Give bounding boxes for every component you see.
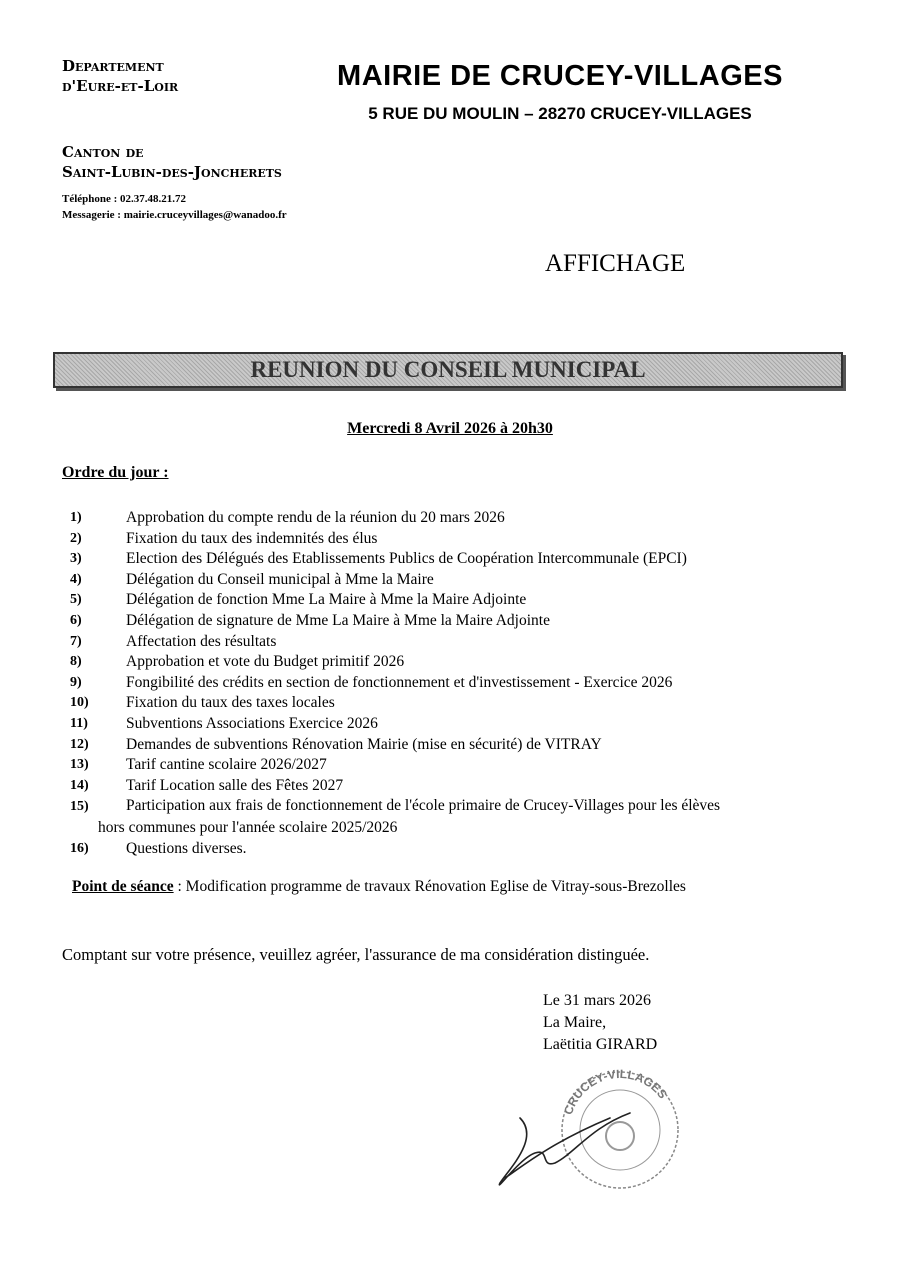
canton-line2: Saint-Lubin-des-Joncherets (62, 163, 282, 181)
agenda-item-number: 5) (70, 592, 82, 608)
agenda-item (70, 590, 840, 611)
agenda-item-text: Fongibilité des crédits en section de fonctionnement et d'investissement - Exercice 2026 (126, 673, 673, 691)
agenda-item-text: Demandes de subventions Rénovation Mairie (mise en sécurité) de VITRAY (126, 735, 602, 753)
stamp-center-emblem (606, 1122, 634, 1150)
agenda-item (70, 508, 840, 529)
signature-date: Le 31 mars 2026 (543, 992, 651, 1009)
agenda-item-text: Délégation de signature de Mme La Maire à Mme la Maire Adjointe (126, 611, 550, 629)
phone-text: Téléphone : 02.37.48.21.72 (62, 193, 187, 205)
email-text: Messagerie : mairie.cruceyvillages@wanadoo.fr (62, 209, 287, 221)
mairie-title: MAIRIE DE CRUCEY-VILLAGES (337, 60, 783, 92)
agenda-item-number: 2) (70, 530, 82, 546)
signature-name: Laëtitia GIRARD (543, 1036, 658, 1053)
agenda-item (70, 652, 840, 673)
agenda-item-number: 6) (70, 612, 82, 628)
agenda-item-text: Délégation de fonction Mme La Maire à Mme la Maire Adjointe (126, 591, 527, 609)
agenda-item-text: Approbation et vote du Budget primitif 2026 (126, 653, 405, 671)
point-de-seance (72, 878, 686, 896)
point-text: : Modification programme de travaux Rénovation Eglise de Vitray-sous-Brezolles (173, 878, 686, 895)
agenda-title: Ordre du jour : (62, 464, 169, 481)
department-line1: Departement (62, 57, 164, 75)
agenda-item-continuation: hors communes pour l'année scolaire 2025/2026 (98, 818, 398, 836)
agenda-item-text: Participation aux frais de fonctionnement de l'école primaire de Crucey-Villages pour les élèves (126, 797, 721, 815)
agenda-item (70, 839, 840, 860)
agenda-item (70, 796, 840, 838)
agenda-item (70, 735, 840, 756)
agenda-item-number: 15) (70, 799, 89, 815)
agenda-item-text: Délégation du Conseil municipal à Mme la Maire (126, 570, 434, 588)
agenda-item-number: 3) (70, 551, 82, 567)
point-label: Point de séance (72, 878, 174, 895)
agenda-item-text: Questions diverses. (126, 839, 247, 857)
agenda-item-number: 14) (70, 777, 89, 793)
agenda-item (70, 714, 840, 735)
meeting-banner (53, 352, 843, 388)
agenda-item-text: Tarif cantine scolaire 2026/2027 (126, 756, 327, 774)
contact-block (62, 191, 287, 223)
agenda-item-text: Fixation du taux des taxes locales (126, 694, 335, 712)
agenda-item-text: Election des Délégués des Etablissements Publics de Coopération Intercommunale (EPCI) (126, 550, 687, 568)
agenda-item (70, 570, 840, 591)
canton-line1: Canton de (62, 143, 144, 161)
agenda-item (70, 549, 840, 570)
agenda-item (70, 776, 840, 797)
mairie-address: 5 RUE DU MOULIN – 28270 CRUCEY-VILLAGES (368, 104, 752, 123)
agenda-item-number: 8) (70, 654, 82, 670)
agenda-list (70, 508, 840, 859)
stamp-inner-ring (580, 1090, 660, 1170)
agenda-item-text: Tarif Location salle des Fêtes 2027 (126, 776, 344, 794)
agenda-item-text: Fixation du taux des indemnités des élus (126, 529, 378, 547)
agenda-item (70, 755, 840, 776)
signature-role: La Maire, (543, 1014, 607, 1031)
banner-title: REUNION DU CONSEIL MUNICIPAL (250, 357, 646, 382)
agenda-item-number: 16) (70, 840, 89, 856)
agenda-item (70, 673, 840, 694)
closing-sentence: Comptant sur votre présence, veuillez agréer, l'assurance de ma considération distinguée. (62, 945, 650, 964)
agenda-item-number: 11) (70, 715, 88, 731)
agenda-item (70, 611, 840, 632)
stamp-signature-icon (480, 1058, 700, 1198)
agenda-item-text: Approbation du compte rendu de la réunion du 20 mars 2026 (126, 509, 505, 526)
agenda-item-number: 12) (70, 736, 89, 752)
agenda-item (70, 693, 840, 714)
agenda-item-text: Subventions Associations Exercice 2026 (126, 714, 378, 732)
agenda-item-number: 13) (70, 757, 89, 773)
signature-block (543, 990, 657, 1056)
agenda-item (70, 632, 840, 653)
agenda-item-number: 7) (70, 633, 82, 649)
affichage-label: AFFICHAGE (545, 250, 686, 277)
agenda-item-text: Affectation des résultats (126, 632, 277, 650)
agenda-item-number: 1) (70, 510, 82, 525)
department-line2: d'Eure-et-Loir (62, 77, 179, 95)
agenda-item-number: 9) (70, 674, 82, 690)
agenda-item-number: 10) (70, 695, 89, 711)
agenda-item (70, 529, 840, 550)
meeting-date: Mercredi 8 Avril 2026 à 20h30 (347, 420, 553, 437)
canton-block (62, 142, 282, 182)
department-block (62, 56, 178, 96)
agenda-item-number: 4) (70, 571, 82, 587)
stamp-text: CRUCEY-VILLAGES (561, 1066, 670, 1117)
